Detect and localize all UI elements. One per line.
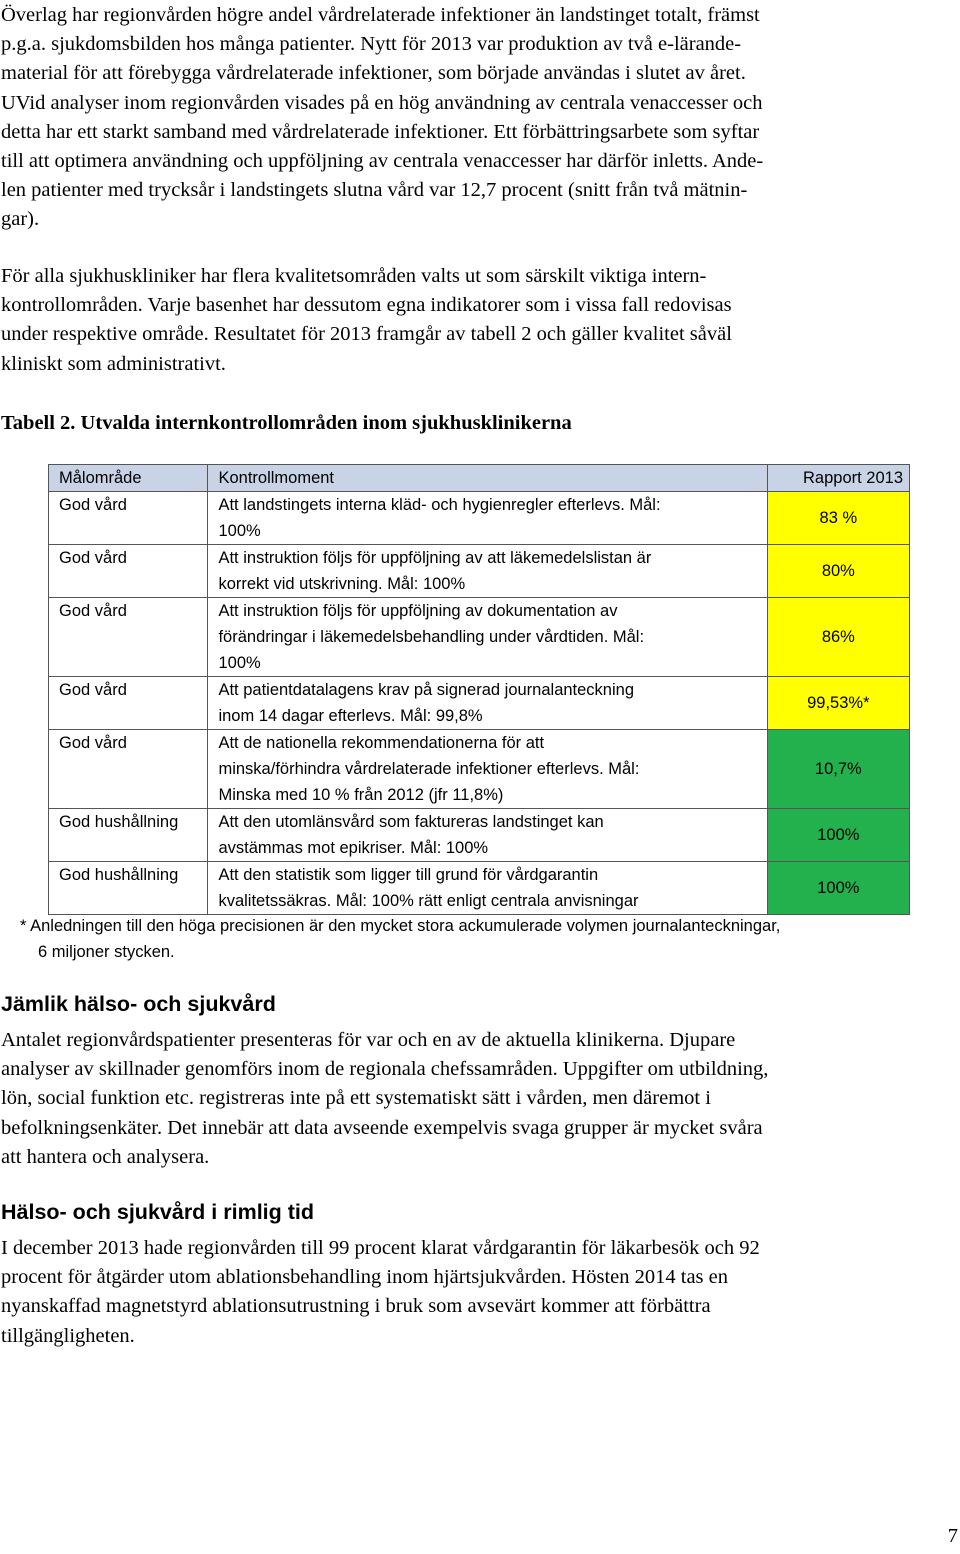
intro-line: Överlag har regionvården högre andel vårdrelaterade infektioner än landstinget totalt, främst — [1, 4, 760, 26]
header-moment: Kontrollmoment — [208, 465, 767, 492]
moment-line: Att landstingets interna kläd- och hygienregler efterlevs. Mål: — [218, 496, 661, 514]
cell-area: God vård — [49, 545, 208, 598]
cell-report: 100% — [767, 862, 909, 915]
cell-report: 83 % — [767, 492, 909, 545]
table-row — [49, 545, 910, 598]
moment-line: 100% — [218, 654, 261, 672]
table-row — [49, 677, 910, 730]
cell-moment — [208, 677, 767, 730]
intro-line: material för att förebygga vårdrelaterade infektioner, som började användas i slutet av året. — [1, 62, 746, 85]
intro-line: gar). — [1, 208, 40, 231]
moment-line: Att instruktion följs för uppföljning av dokumentation av — [218, 602, 618, 620]
cell-report: 99,53%* — [767, 677, 909, 730]
moment-line: 100% — [218, 522, 261, 540]
section-heading-equal-care: Jämlik hälso- och sjukvård — [1, 992, 276, 1016]
moment-line: kvalitetssäkras. Mål: 100% rätt enligt centrala anvisningar — [218, 892, 639, 910]
para-line: procent för åtgärder utom ablationsbehandling inom hjärtsjukvården. Hösten 2014 tas en — [1, 1266, 728, 1289]
para-line: kontrollområden. Varje basenhet har dessutom egna indikatorer som i vissa fall redovisas — [1, 294, 732, 317]
intro-paragraph — [1, 1, 953, 235]
cell-area: God vård — [49, 730, 208, 809]
cell-moment — [208, 598, 767, 677]
cell-moment — [208, 545, 767, 598]
cell-report: 86% — [767, 598, 909, 677]
table-row — [49, 730, 910, 809]
timely-care-paragraph — [1, 1234, 953, 1351]
cell-area: God vård — [49, 598, 208, 677]
header-area: Målområde — [49, 465, 208, 492]
cell-moment — [208, 809, 767, 862]
cell-moment — [208, 730, 767, 809]
cell-area: God hushållning — [49, 862, 208, 915]
table-header-row — [49, 465, 910, 492]
quality-areas-paragraph — [1, 262, 953, 379]
para-line: befolkningsenkäter. Det innebär att data avseende exempelvis svaga grupper är mycket svåra — [1, 1116, 763, 1139]
table-caption: Tabell 2. Utvalda internkontrollområden inom sjukhusklinikerna — [1, 412, 572, 434]
section-heading-timely-care: Hälso- och sjukvård i rimlig tid — [1, 1200, 315, 1224]
para-line: För alla sjukhuskliniker har flera kvalitetsområden valts ut som särskilt viktiga intern- — [1, 265, 707, 287]
moment-line: Minska med 10 % från 2012 (jfr 11,8%) — [218, 786, 504, 804]
page-number: 7 — [947, 1525, 958, 1547]
para-line: Antalet regionvårdspatienter presenteras för var och en av de aktuella klinikerna. Djupare — [1, 1029, 736, 1051]
table-row — [49, 598, 910, 677]
para-line: analyser av skillnader genomförs inom de regionala chefssamråden. Uppgifter om utbildning, — [1, 1058, 769, 1081]
para-line: lön, social funktion etc. registreras inte på ett systematiskt sätt i vården, men däremot i — [1, 1087, 711, 1110]
moment-line: Att den statistik som ligger till grund för vårdgarantin — [218, 866, 599, 884]
table-footnote — [20, 913, 940, 965]
moment-line: Att patientdatalagens krav på signerad journalanteckning — [218, 681, 634, 699]
cell-report: 10,7% — [767, 730, 909, 809]
equal-care-paragraph — [1, 1026, 953, 1172]
cell-area: God vård — [49, 492, 208, 545]
moment-line: Att den utomlänsvård som faktureras landstinget kan — [218, 813, 604, 831]
moment-line: Att instruktion följs för uppföljning av att läkemedelslistan är — [218, 549, 652, 567]
cell-report: 100% — [767, 809, 909, 862]
intro-line: till att optimera användning och uppföljning av centrala venaccesser har därför inletts. Ande- — [1, 150, 764, 173]
table-row — [49, 809, 910, 862]
moment-line: korrekt vid utskrivning. Mål: 100% — [218, 575, 466, 593]
moment-line: minska/förhindra vårdrelaterade infektioner efterlevs. Mål: — [218, 760, 640, 778]
intro-line: p.g.a. sjukdomsbilden hos många patienter. Nytt för 2013 var produktion av två e-lärande- — [1, 33, 742, 56]
table-row — [49, 862, 910, 915]
cell-moment — [208, 862, 767, 915]
cell-moment — [208, 492, 767, 545]
cell-report: 80% — [767, 545, 909, 598]
para-line: under respektive område. Resultatet för 2013 framgår av tabell 2 och gäller kvalitet såväl — [1, 323, 732, 346]
header-report: Rapport 2013 — [767, 465, 909, 492]
cell-area: God hushållning — [49, 809, 208, 862]
intro-line: UVid analyser inom regionvården visades på en hög användning av centrala venaccesser och — [1, 91, 763, 114]
para-line: I december 2013 hade regionvården till 99 procent klarat vårdgarantin för läkarbesök och 92 — [1, 1237, 760, 1259]
control-table — [48, 464, 910, 915]
table-row — [49, 492, 910, 545]
footnote-line: 6 miljoner stycken. — [38, 943, 175, 961]
para-line: kliniskt som administrativt. — [1, 352, 226, 375]
moment-line: förändringar i läkemedelsbehandling under vårdtiden. Mål: — [218, 628, 645, 646]
cell-area: God vård — [49, 677, 208, 730]
intro-line: len patienter med trycksår i landstingets slutna vård var 12,7 procent (snitt från två mätnin- — [1, 179, 748, 202]
footnote-line: * Anledningen till den höga precisionen är den mycket stora ackumulerade volymen journalanteckningar, — [20, 917, 781, 935]
intro-line: detta har ett starkt samband med vårdrelaterade infektioner. Ett förbättringsarbete som syftar — [1, 120, 760, 143]
moment-line: avstämmas mot epikriser. Mål: 100% — [218, 839, 489, 857]
moment-line: Att de nationella rekommendationerna för att — [218, 734, 545, 752]
para-line: att hantera och analysera. — [1, 1145, 210, 1168]
moment-line: inom 14 dagar efterlevs. Mål: 99,8% — [218, 707, 483, 725]
para-line: tillgängligheten. — [1, 1324, 135, 1347]
para-line: nyanskaffad magnetstyrd ablationsutrustning i bruk som avsevärt kommer att förbättra — [1, 1295, 711, 1318]
